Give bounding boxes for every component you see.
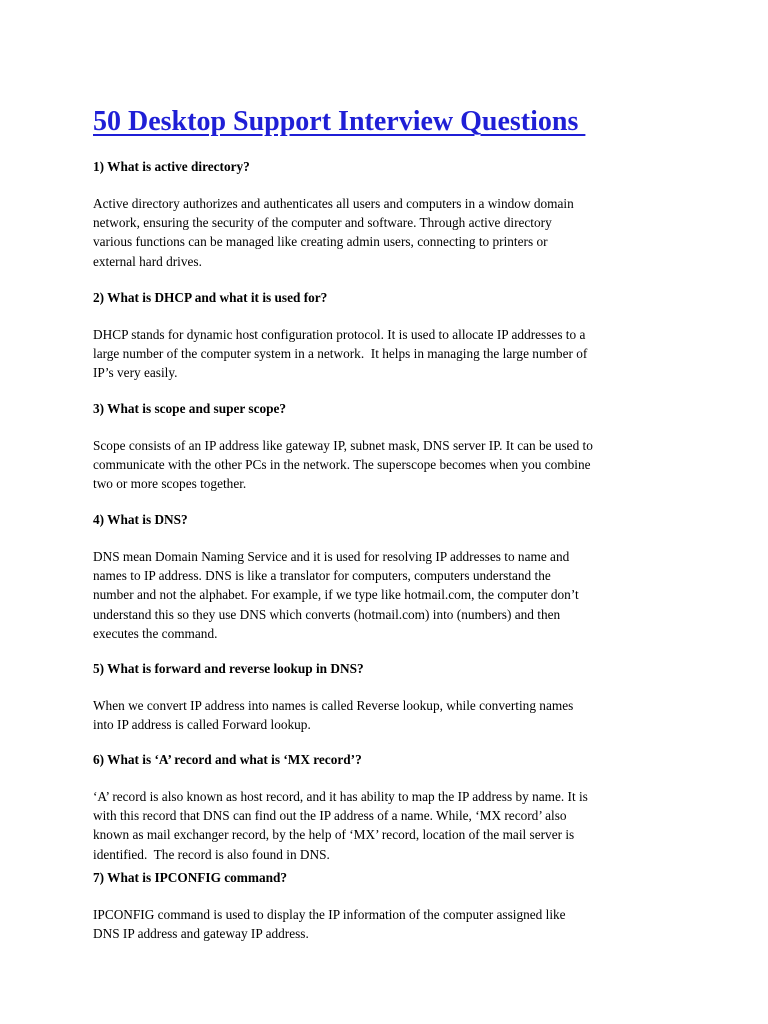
answer-line: IPCONFIG command is used to display the IP information of the computer assigned like — [93, 907, 566, 922]
answer-line: Active directory authorizes and authenticates all users and computers in a window domain — [93, 196, 574, 211]
answer-paragraph — [93, 696, 573, 734]
question-heading: 1) What is active directory? — [93, 159, 250, 174]
page-title[interactable]: 50 Desktop Support Interview Questions — [93, 106, 586, 137]
answer-paragraph — [93, 787, 588, 864]
question-heading: 3) What is scope and super scope? — [93, 401, 287, 416]
answer-paragraph — [93, 436, 593, 494]
question-heading: 7) What is IPCONFIG command? — [93, 870, 288, 885]
answer-line: understand this so they use DNS which converts (hotmail.com) into (numbers) and then — [93, 606, 561, 622]
answer-line: into IP address is called Forward lookup. — [93, 717, 311, 733]
question-heading: 6) What is ‘A’ record and what is ‘MX record’? — [93, 752, 362, 767]
answer-line: large number of the computer system in a network. It helps in managing the large number of — [93, 346, 588, 362]
question-heading: 2) What is DHCP and what it is used for? — [93, 290, 328, 305]
answer-line: IP’s very easily. — [93, 365, 178, 381]
answer-paragraph — [93, 547, 579, 643]
answer-paragraph — [93, 325, 587, 383]
answer-line: DNS IP address and gateway IP address. — [93, 926, 309, 942]
answer-line: network, ensuring the security of the computer and software. Through active directory — [93, 215, 552, 231]
answer-line: executes the command. — [93, 625, 218, 641]
question-heading: 5) What is forward and reverse lookup in DNS? — [93, 661, 364, 676]
answer-line: various functions can be managed like creating admin users, connecting to printers or — [93, 234, 548, 250]
answer-line: identified. The record is also found in DNS. — [93, 846, 330, 862]
answer-line: DNS mean Domain Naming Service and it is used for resolving IP addresses to name and — [93, 549, 570, 564]
answer-line: names to IP address. DNS is like a translator for computers, computers understand the — [93, 568, 551, 584]
answer-line: number and not the alphabet. For example, if we type like hotmail.com, the computer don’t — [93, 587, 579, 603]
answer-line: with this record that DNS can find out the IP address of a name. While, ‘MX record’ also — [93, 808, 567, 824]
answer-line: Scope consists of an IP address like gateway IP, subnet mask, DNS server IP. It can be used to — [93, 438, 593, 453]
answer-line: external hard drives. — [93, 253, 202, 269]
answer-paragraph — [93, 905, 566, 943]
answer-line: DHCP stands for dynamic host configuration protocol. It is used to allocate IP addresses to a — [93, 327, 586, 342]
answer-line: known as mail exchanger record, by the help of ‘MX’ record, location of the mail server is — [93, 827, 575, 843]
answer-line: ‘A’ record is also known as host record, and it has ability to map the IP address by name. It is — [93, 789, 588, 804]
answer-line: communicate with the other PCs in the network. The superscope becomes when you combine — [93, 457, 591, 473]
question-heading: 4) What is DNS? — [93, 512, 188, 527]
answer-line: When we convert IP address into names is called Reverse lookup, while converting names — [93, 698, 574, 713]
answer-paragraph — [93, 194, 574, 271]
answer-line: two or more scopes together. — [93, 476, 247, 492]
